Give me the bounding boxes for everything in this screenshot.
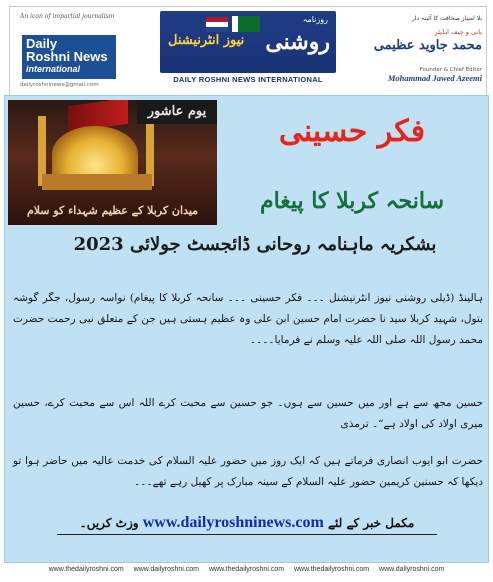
roshni-logo	[22, 35, 116, 79]
founder-role: Founder & Chief Editor	[419, 67, 482, 73]
header-left	[20, 9, 140, 93]
logo-line-3: international	[26, 64, 81, 74]
footer-link[interactable]: www.thedailyroshni.com	[48, 566, 124, 573]
paragraph-3: حضرت ابو ایوب انصاری فرماتے ہیں کہ ایک روز میں حضور علیہ السلام کی خدمت عالیہ میں حاضر ہوا تو دیکھا کہ حسنین کریمین حضور علیہ السلام کے سینہ مبارک پر کھیل رہے تھے۔۔۔	[13, 455, 483, 488]
logo-line-2: Roshni News	[26, 49, 108, 64]
footer-links	[0, 566, 493, 582]
founder-name-english: Mohammad Jawed Azeemi	[387, 73, 482, 83]
masthead-urdu-title: روشنی	[265, 29, 330, 55]
footer-link[interactable]: www.dailyroshni.com	[379, 566, 445, 573]
visit-prefix: مکمل خبر کے لئے	[328, 516, 415, 530]
header-motto: بلا امتیاز صحافت کا آئینہ دار	[412, 15, 482, 22]
masthead-small-urdu: روزنامہ	[302, 15, 328, 24]
founder-label-urdu: بانی و چیف ایڈیٹر	[434, 28, 482, 36]
footer-link[interactable]: www.thedailyroshni.com	[294, 566, 370, 573]
masthead-english: DAILY ROSHNI NEWS INTERNATIONAL	[173, 75, 323, 84]
header-center	[160, 11, 336, 91]
paragraph-2: حسین مجھ سے ہے اور میں حسین سے ہوں۔ جو حسین سے محبت کرے اللہ اس سے محبت کرے، حسین میری اولاد کی اولاد ہے“۔ ترمذی	[13, 397, 483, 430]
pakistan-flag-icon	[232, 16, 260, 32]
article-title: فکر حسینی	[278, 114, 426, 149]
netherlands-flag-icon	[206, 17, 228, 32]
masthead	[160, 11, 336, 73]
image-caption: میدان کربلا کے عظیم شہداء کو سلام	[26, 204, 199, 217]
logo-line-1: Daily	[26, 36, 58, 51]
paragraph-1: ہالینڈ (ڈیلی روشنی نیوز انٹرنیشنل ۔۔۔ فکر حسینی ۔۔۔ سانحہ کربلا کا پیغام) نواسہ رسول، جگر گوشہ بتول، شہید کربلا سید نا حضرت امام حسین ابن علی وہ عظیم ہستی ہیں جن کے متعلق نبی رحمت حضرت محمد رسول اللہ صلی اللہ علیہ وسلم نے فرمایا۔۔۔۔	[13, 292, 483, 346]
footer-link[interactable]: www.thedailyroshni.com	[208, 566, 285, 573]
ashura-banner: یوم عاشور	[137, 100, 217, 124]
masthead-urdu-subtitle: نیوز انٹرنیشنل	[168, 33, 245, 48]
founder-name-urdu: محمد جاوید عظیمی	[373, 38, 482, 53]
visit-line	[57, 514, 437, 535]
dome-base	[42, 174, 152, 190]
footer-link[interactable]: www.dailyroshni.com	[133, 566, 199, 573]
website-link[interactable]: www.dailyroshninews.com	[142, 514, 324, 531]
visit-suffix: وزٹ کریں۔	[79, 516, 139, 530]
header-tagline: An icon of impartial journalism	[20, 13, 115, 20]
article-credit: بشکریہ ماہنامہ روحانی ڈائجسٹ جولائی 2023	[73, 234, 437, 255]
header-banner	[9, 6, 487, 96]
article-subtitle: سانحہ کربلا کا پیغام	[259, 188, 445, 214]
article-panel	[4, 95, 489, 563]
header-right	[362, 9, 482, 93]
header-email: dailyroshninews@gmail.com	[20, 82, 99, 88]
shrine-image	[8, 100, 217, 225]
